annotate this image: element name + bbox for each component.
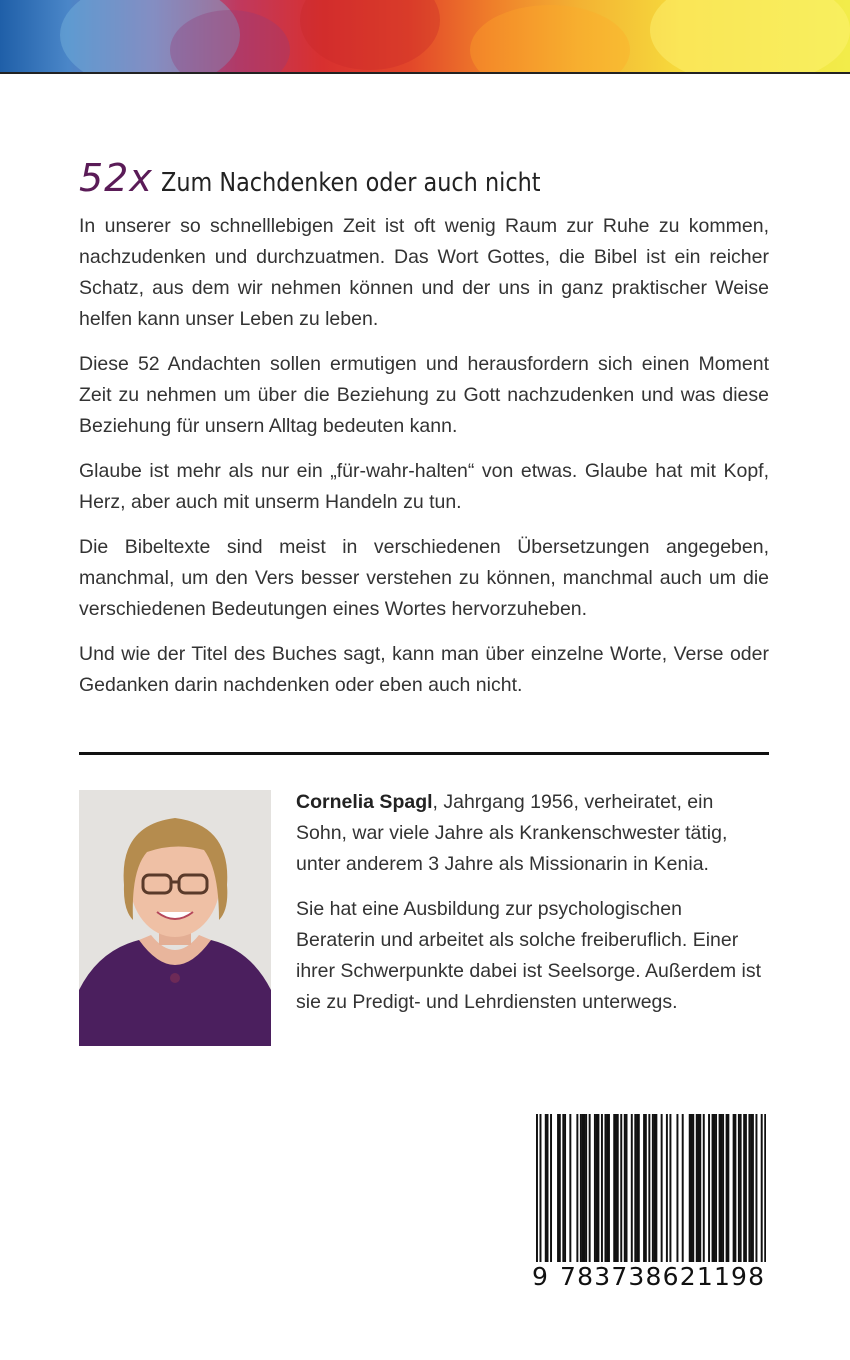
barcode-bar xyxy=(692,1114,694,1279)
barcode-bar xyxy=(643,1114,645,1279)
barcode-bar xyxy=(596,1114,598,1279)
barcode-bar xyxy=(604,1114,606,1279)
watercolor-banner xyxy=(0,0,850,72)
barcode-bar xyxy=(626,1114,628,1279)
barcode-bar xyxy=(583,1114,585,1279)
barcode-bar xyxy=(698,1114,700,1279)
blurb-paragraph: Die Bibeltexte sind meist in verschiedenen Übersetzungen angegeben, manchmal, um den Vers besser verstehen zu können, manchmal auch um die verschiedenen Bedeutungen eines Wortes hervorzuheben. xyxy=(79,536,769,620)
barcode-bar xyxy=(720,1114,722,1279)
barcode-bar xyxy=(617,1114,619,1279)
barcode-bar xyxy=(703,1114,705,1279)
barcode-bar xyxy=(745,1114,747,1279)
bio-text: , Jahrgang 1956, verheiratet, ein Sohn, war viele Jahre als Krankenschwester tätig, unter anderem 3 Jahre als Missionarin in Kenia. xyxy=(296,791,728,875)
barcode-bar xyxy=(752,1114,754,1279)
barcode-bar xyxy=(722,1114,724,1279)
blurb-paragraph: Diese 52 Andachten sollen ermutigen und herausfordern sich einen Moment Zeit zu nehmen um über die Beziehung zu Gott nachzudenken und was diese Beziehung für unsern Alltag bedeuten kann. xyxy=(79,353,769,437)
barcode-bar xyxy=(547,1114,549,1279)
barcode-bar xyxy=(719,1114,721,1279)
barcode-bar xyxy=(654,1114,656,1279)
bio-paragraph: Sie hat eine Ausbildung zur psychologischen Beraterin und arbeitet als solche freiberuflich. Einer ihrer Schwerpunkte dabei ist Seelsorge. Außerdem ist sie zu Predigt- und Lehrdiensten unterwegs. xyxy=(296,898,761,1013)
bio-paragraph xyxy=(296,787,766,880)
barcode-bar xyxy=(748,1114,750,1279)
blurb xyxy=(79,211,769,715)
barcode-bar xyxy=(696,1114,698,1279)
barcode-bar xyxy=(620,1114,622,1279)
barcode-bar xyxy=(545,1114,547,1279)
barcode-bar xyxy=(597,1114,599,1279)
barcode-bar xyxy=(585,1114,587,1279)
barcode-bar xyxy=(608,1114,610,1279)
barcode-bar xyxy=(764,1114,766,1279)
barcode-bar xyxy=(750,1114,752,1279)
isbn-number: 783738621198 xyxy=(560,1262,766,1291)
barcode-bar xyxy=(582,1114,584,1279)
author-photo xyxy=(79,790,271,1046)
book-title xyxy=(79,156,602,200)
barcode-bar xyxy=(669,1114,671,1279)
barcode-bar xyxy=(666,1114,668,1279)
barcode-bar xyxy=(540,1114,542,1279)
barcode-bar xyxy=(564,1114,566,1279)
barcode-bar xyxy=(601,1114,603,1279)
barcode-bar xyxy=(661,1114,663,1279)
barcode-bar xyxy=(743,1114,745,1279)
barcode-bars xyxy=(536,1114,766,1279)
barcode-bar xyxy=(740,1114,742,1279)
barcode-bar xyxy=(624,1114,626,1279)
barcode-bar xyxy=(562,1114,564,1279)
barcode-bar xyxy=(638,1114,640,1279)
barcode-bar xyxy=(559,1114,561,1279)
barcode-bar xyxy=(636,1114,638,1279)
barcode-bar xyxy=(699,1114,701,1279)
isbn-barcode xyxy=(532,1114,766,1294)
barcode-bar xyxy=(715,1114,717,1279)
barcode-bar xyxy=(726,1114,728,1279)
barcode-bar xyxy=(712,1114,714,1279)
blurb-paragraph: Und wie der Titel des Buches sagt, kann man über einzelne Worte, Verse oder Gedanken darin nachdenken oder eben auch nicht. xyxy=(79,643,769,696)
barcode-bar xyxy=(689,1114,691,1279)
barcode-bar xyxy=(631,1114,633,1279)
isbn-first-digit: 9 xyxy=(532,1262,548,1291)
barcode-bar xyxy=(576,1114,578,1279)
barcode-bar xyxy=(589,1114,591,1279)
barcode-bar xyxy=(594,1114,596,1279)
barcode-bar xyxy=(734,1114,736,1279)
barcode-bar xyxy=(615,1114,617,1279)
author-bio xyxy=(296,787,766,1032)
barcode-bar xyxy=(655,1114,657,1279)
barcode-bar xyxy=(557,1114,559,1279)
barcode-bar xyxy=(536,1114,538,1279)
barcode-bar xyxy=(727,1114,729,1279)
barcode-bar xyxy=(708,1114,710,1279)
blurb-paragraph: In unserer so schnelllebigen Zeit ist oft wenig Raum zur Ruhe zu kommen, nachzudenken und durchzuatmen. Das Wort Gottes, die Bibel ist ein reicher Schatz, aus dem wir nehmen können und der uns in ganz praktischer Weise helfen kann unser Leben zu leben. xyxy=(79,215,769,330)
barcode-bar xyxy=(580,1114,582,1279)
barcode-bar xyxy=(645,1114,647,1279)
title-text: Zum Nachdenken oder auch nicht xyxy=(160,168,541,198)
isbn-digits xyxy=(532,1262,766,1292)
barcode-bar xyxy=(648,1114,650,1279)
barcode-bar xyxy=(613,1114,615,1279)
title-number: 52x xyxy=(79,156,153,200)
author-name: Cornelia Spagl xyxy=(296,791,433,813)
barcode-bar xyxy=(761,1114,763,1279)
barcode-bar xyxy=(652,1114,654,1279)
barcode-bar xyxy=(676,1114,678,1279)
barcode-bar xyxy=(634,1114,636,1279)
barcode-bar xyxy=(738,1114,740,1279)
banner-divider xyxy=(0,72,850,74)
barcode-bar xyxy=(755,1114,757,1279)
blurb-paragraph: Glaube ist mehr als nur ein „für-wahr-halten“ von etwas. Glaube hat mit Kopf, Herz, aber auch mit unserm Handeln zu tun. xyxy=(79,460,769,513)
barcode-bar xyxy=(733,1114,735,1279)
barcode-bar xyxy=(691,1114,693,1279)
barcode-bar xyxy=(606,1114,608,1279)
barcode-bar xyxy=(569,1114,571,1279)
barcode-bar xyxy=(682,1114,684,1279)
barcode-bar xyxy=(550,1114,552,1279)
section-divider xyxy=(79,752,769,755)
barcode-bar xyxy=(713,1114,715,1279)
